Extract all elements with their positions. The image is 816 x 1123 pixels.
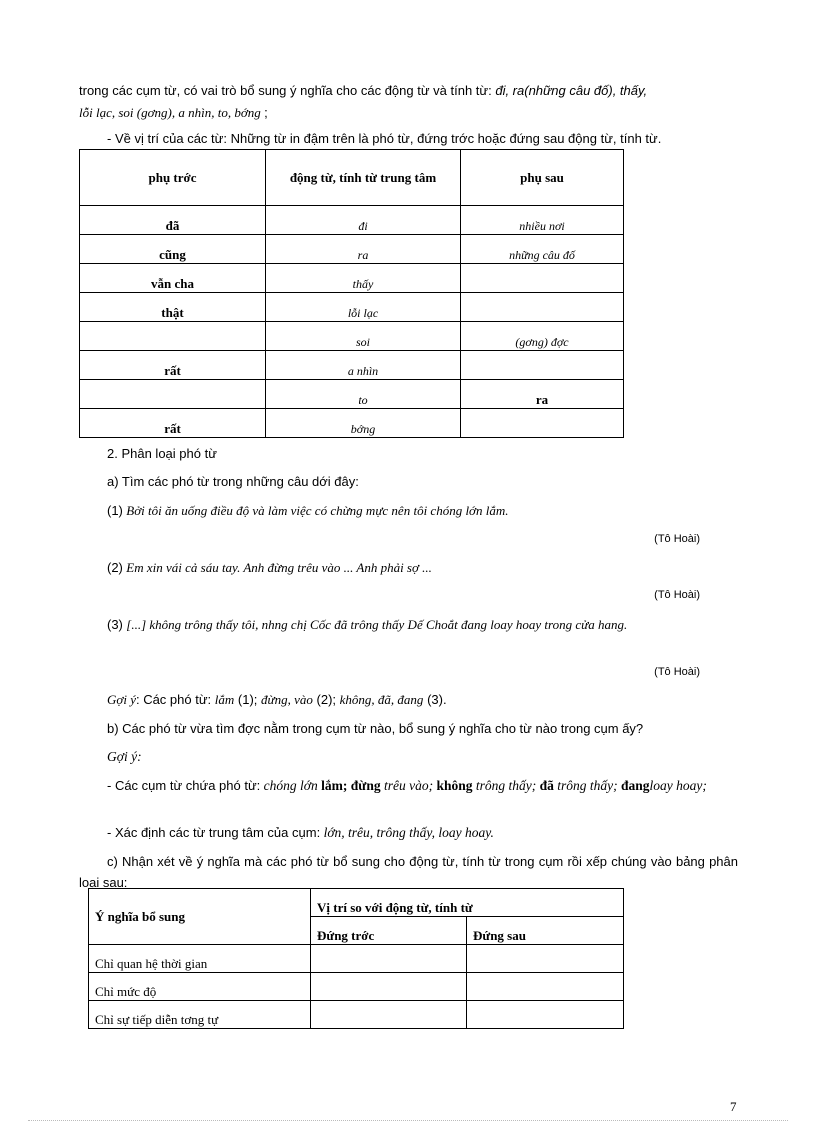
phrase-italic: trông thấy; — [557, 778, 618, 793]
phrases-lead: - Các cụm từ chứa phó từ: — [107, 778, 261, 793]
meaning-cell: Chỉ quan hệ thời gian — [89, 945, 311, 973]
phrase-bold: đã — [539, 778, 554, 793]
phrase-italic: trêu vào; — [383, 778, 434, 793]
intro-line-3: - Về vị trí của các từ: Những từ in đậm trên là phó từ, đứng trớc hoặc đứng sau động từ, tính từ. — [107, 131, 662, 146]
intro-line-1-italic: đi, ra(những câu đố), thấy, — [495, 83, 648, 98]
center-cell: soi — [266, 322, 461, 351]
hint-1-ref: (3). — [427, 692, 447, 707]
phrase-bold: lắm; — [321, 778, 348, 793]
question-b: b) Các phó từ vừa tìm đợc nằm trong cụm từ nào, bổ sung ý nghĩa cho từ nào trong cụm ấy? — [107, 721, 644, 736]
after-cell[interactable] — [467, 1001, 624, 1029]
hint-1-ref: (2); — [316, 692, 337, 707]
center-cell: ra — [266, 235, 461, 264]
post-cell: ra — [461, 380, 624, 409]
section-heading: 2. Phân loại phó từ — [107, 446, 217, 461]
footer-divider — [28, 1120, 788, 1121]
after-cell[interactable] — [467, 973, 624, 1001]
centers-lead: - Xác định các từ trung tâm của cụm: — [107, 825, 321, 840]
hint-1-sep: : Các phó từ: — [135, 692, 212, 707]
intro-line-2-end: ; — [264, 105, 268, 120]
phrase-italic: trông thấy; — [475, 778, 537, 793]
center-cell: bớng — [266, 409, 461, 438]
center-cell: a nhìn — [266, 351, 461, 380]
center-cell: đi — [266, 206, 461, 235]
phrase-bold: không — [436, 778, 473, 793]
question-a: a) Tìm các phó từ trong những câu dới đây: — [107, 474, 359, 489]
phrase-italic: loay hoay; — [649, 778, 707, 793]
table-row — [80, 206, 624, 235]
table-row — [80, 380, 624, 409]
table-row — [80, 264, 624, 293]
center-cell: lỗi lạc — [266, 293, 461, 322]
header-post: phụ sau — [461, 150, 624, 206]
intro-line-1-text: trong các cụm từ, có vai trò bổ sung ý nghĩa cho các động từ và tính từ: — [79, 83, 492, 98]
example-2-text: Em xin vái cả sáu tay. Anh đừng trêu vào ... Anh phải sợ ... — [126, 560, 432, 575]
adverb-position-table — [79, 149, 624, 438]
hint-1 — [107, 690, 738, 710]
question-c: c) Nhận xét về ý nghĩa mà các phó từ bổ sung cho động từ, tính từ trong cụm rồi xếp chúng vào bảng phân loại sau: — [79, 854, 738, 890]
pre-cell: vẫn cha — [80, 264, 266, 293]
hint-2-label: Gợi ý: — [107, 749, 142, 764]
phrase-italic: chóng lớn — [263, 778, 318, 793]
hint-2-centers — [107, 823, 738, 843]
pre-cell — [80, 380, 266, 409]
post-cell — [461, 264, 624, 293]
meaning-cell: Chỉ sự tiếp diễn tơng tự — [89, 1001, 311, 1029]
hint-1-ref: (1); — [237, 692, 258, 707]
header-before: Đứng trớc — [311, 917, 467, 945]
table-row — [80, 235, 624, 264]
classification-table — [88, 888, 624, 1029]
intro-line-2 — [79, 103, 738, 123]
before-cell[interactable] — [311, 945, 467, 973]
pre-cell: cũng — [80, 235, 266, 264]
example-3-source: (Tô Hoài) — [654, 666, 700, 678]
post-cell: những câu đố — [461, 235, 624, 264]
intro-line-2-italic: lỗi lạc, soi (gơng), a nhìn, to, bớng — [79, 105, 261, 120]
hint-1-word: không, đã, đang — [339, 692, 424, 707]
example-1-number: (1) — [107, 503, 123, 518]
intro-line-1 — [79, 81, 738, 101]
post-cell — [461, 409, 624, 438]
header-center: động từ, tính từ trung tâm — [266, 150, 461, 206]
example-1 — [107, 501, 738, 521]
before-cell[interactable] — [311, 1001, 467, 1029]
center-cell: thấy — [266, 264, 461, 293]
pre-cell: rất — [80, 409, 266, 438]
table-row — [89, 973, 624, 1001]
post-cell: (gơng) đợc — [461, 322, 624, 351]
example-3-text: [...] không trông thấy tôi, nhng chị Cốc đã trông thấy Dế Choắt đang loay hoay trong cửa hang. — [126, 617, 628, 632]
before-cell[interactable] — [311, 973, 467, 1001]
header-position: Vị trí so với động từ, tính từ — [311, 889, 624, 917]
table-row — [80, 322, 624, 351]
header-after: Đứng sau — [467, 917, 624, 945]
pre-cell — [80, 322, 266, 351]
hint-1-label: Gợi ý — [107, 692, 136, 707]
pre-cell: rất — [80, 351, 266, 380]
page-number: 7 — [730, 1099, 737, 1114]
centers-items: lớn, trêu, trông thấy, loay hoay. — [323, 825, 494, 840]
table-row — [80, 351, 624, 380]
table-header-row — [89, 889, 624, 917]
table-row — [80, 293, 624, 322]
example-1-source: (Tô Hoài) — [654, 533, 700, 545]
example-1-text: Bởi tôi ăn uống điều độ và làm việc có chừng mực nên tôi chóng lớn lắm. — [126, 503, 509, 518]
hint-2-phrases — [79, 775, 738, 796]
example-2 — [107, 558, 738, 578]
example-3-number: (3) — [107, 617, 123, 632]
post-cell — [461, 351, 624, 380]
table-header-row — [80, 150, 624, 206]
pre-cell: đã — [80, 206, 266, 235]
table-row — [89, 1001, 624, 1029]
phrase-bold: đừng — [350, 778, 381, 793]
center-cell: to — [266, 380, 461, 409]
table-row — [80, 409, 624, 438]
pre-cell: thật — [80, 293, 266, 322]
header-meaning: Ý nghĩa bổ sung — [89, 889, 311, 945]
example-3 — [79, 614, 738, 635]
post-cell: nhiều nơi — [461, 206, 624, 235]
example-2-number: (2) — [107, 560, 123, 575]
header-pre: phụ trớc — [80, 150, 266, 206]
meaning-cell: Chỉ mức độ — [89, 973, 311, 1001]
hint-1-word: đừng, vào — [261, 692, 313, 707]
post-cell — [461, 293, 624, 322]
example-2-source: (Tô Hoài) — [654, 589, 700, 601]
phrase-bold: đang — [621, 778, 650, 793]
hint-1-word: lắm — [214, 692, 235, 707]
table-row — [89, 945, 624, 973]
after-cell[interactable] — [467, 945, 624, 973]
